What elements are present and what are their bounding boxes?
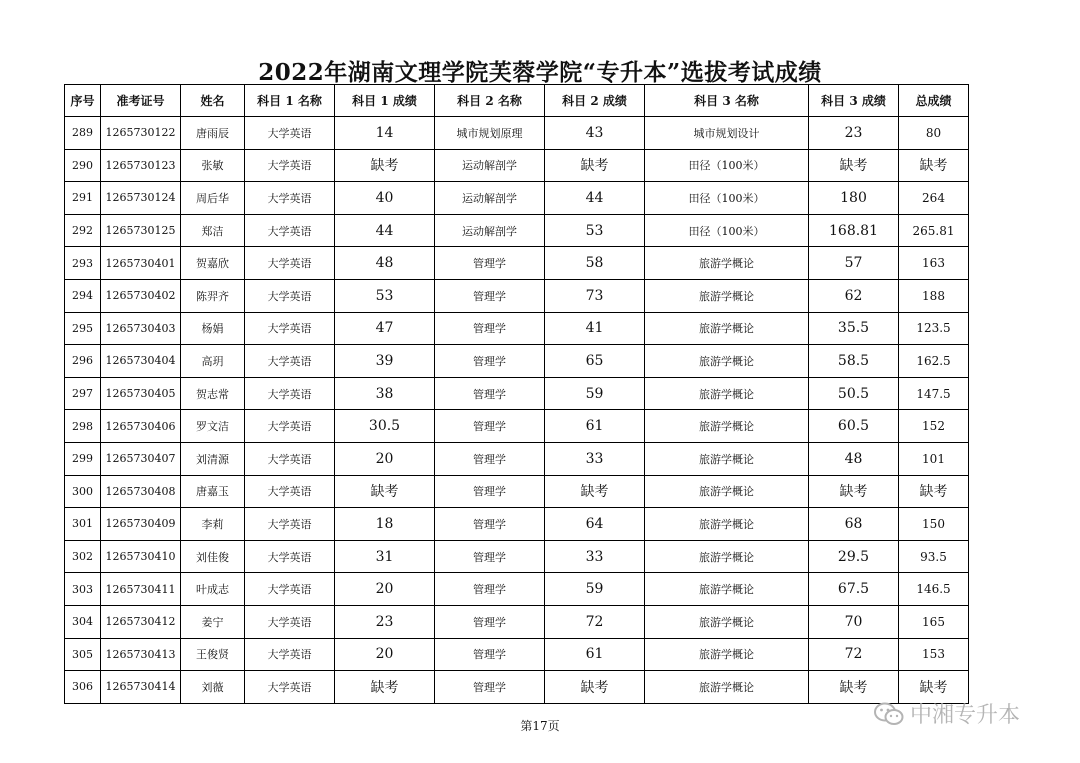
subject3-score-cell: 58.5 xyxy=(809,345,899,378)
subject1-score-cell: 23 xyxy=(335,605,435,638)
subject3-score-cell: 50.5 xyxy=(809,377,899,410)
name-cell: 刘薇 xyxy=(181,671,245,704)
subject2-score-cell: 33 xyxy=(545,442,645,475)
total-score-cell: 150 xyxy=(899,508,969,541)
subject2-name-cell: 管理学 xyxy=(435,573,545,606)
subject2-score-cell: 33 xyxy=(545,540,645,573)
subject2-name-cell: 管理学 xyxy=(435,345,545,378)
subject2-name-cell: 管理学 xyxy=(435,508,545,541)
subject2-score-cell: 缺考 xyxy=(545,671,645,704)
total-score-cell: 93.5 xyxy=(899,540,969,573)
header-row xyxy=(65,85,969,117)
subject1-name-cell: 大学英语 xyxy=(245,475,335,508)
serial-cell: 299 xyxy=(65,442,101,475)
col-header-exam-id: 准考证号 xyxy=(101,85,181,117)
subject2-score-cell: 59 xyxy=(545,573,645,606)
table-row xyxy=(65,508,969,541)
subject2-name-cell: 管理学 xyxy=(435,312,545,345)
subject3-name-cell: 城市规划设计 xyxy=(645,117,809,150)
name-cell: 陈羿齐 xyxy=(181,279,245,312)
name-cell: 刘清源 xyxy=(181,442,245,475)
name-cell: 贺嘉欣 xyxy=(181,247,245,280)
total-score-cell: 162.5 xyxy=(899,345,969,378)
table-row xyxy=(65,475,969,508)
subject3-score-cell: 168.81 xyxy=(809,214,899,247)
col-header-subject3-score: 科目 3 成绩 xyxy=(809,85,899,117)
table-row xyxy=(65,279,969,312)
table-row xyxy=(65,540,969,573)
subject1-name-cell: 大学英语 xyxy=(245,671,335,704)
exam-id-cell: 1265730406 xyxy=(101,410,181,443)
exam-id-cell: 1265730401 xyxy=(101,247,181,280)
subject1-name-cell: 大学英语 xyxy=(245,540,335,573)
subject1-name-cell: 大学英语 xyxy=(245,638,335,671)
total-score-cell: 146.5 xyxy=(899,573,969,606)
exam-id-cell: 1265730410 xyxy=(101,540,181,573)
col-header-subject2-score: 科目 2 成绩 xyxy=(545,85,645,117)
name-cell: 唐雨辰 xyxy=(181,117,245,150)
serial-cell: 303 xyxy=(65,573,101,606)
subject2-score-cell: 44 xyxy=(545,182,645,215)
exam-id-cell: 1265730413 xyxy=(101,638,181,671)
subject3-score-cell: 72 xyxy=(809,638,899,671)
subject1-name-cell: 大学英语 xyxy=(245,247,335,280)
subject3-name-cell: 旅游学概论 xyxy=(645,540,809,573)
total-score-cell: 153 xyxy=(899,638,969,671)
table-row xyxy=(65,410,969,443)
score-table xyxy=(64,84,969,704)
subject3-name-cell: 旅游学概论 xyxy=(645,475,809,508)
col-header-subject1-score: 科目 1 成绩 xyxy=(335,85,435,117)
exam-id-cell: 1265730125 xyxy=(101,214,181,247)
subject1-name-cell: 大学英语 xyxy=(245,182,335,215)
subject1-score-cell: 44 xyxy=(335,214,435,247)
subject3-name-cell: 旅游学概论 xyxy=(645,671,809,704)
serial-cell: 300 xyxy=(65,475,101,508)
subject2-name-cell: 管理学 xyxy=(435,442,545,475)
subject3-score-cell: 48 xyxy=(809,442,899,475)
serial-cell: 304 xyxy=(65,605,101,638)
subject1-score-cell: 缺考 xyxy=(335,475,435,508)
subject3-name-cell: 旅游学概论 xyxy=(645,573,809,606)
col-header-subject1-name: 科目 1 名称 xyxy=(245,85,335,117)
subject3-score-cell: 缺考 xyxy=(809,475,899,508)
subject3-name-cell: 田径（100米） xyxy=(645,214,809,247)
subject2-name-cell: 运动解剖学 xyxy=(435,149,545,182)
col-header-serial: 序号 xyxy=(65,85,101,117)
exam-id-cell: 1265730408 xyxy=(101,475,181,508)
subject1-name-cell: 大学英语 xyxy=(245,149,335,182)
total-score-cell: 缺考 xyxy=(899,149,969,182)
exam-id-cell: 1265730411 xyxy=(101,573,181,606)
subject2-name-cell: 管理学 xyxy=(435,540,545,573)
subject3-score-cell: 35.5 xyxy=(809,312,899,345)
subject3-name-cell: 旅游学概论 xyxy=(645,442,809,475)
name-cell: 张敏 xyxy=(181,149,245,182)
subject2-score-cell: 缺考 xyxy=(545,475,645,508)
subject2-score-cell: 58 xyxy=(545,247,645,280)
serial-cell: 302 xyxy=(65,540,101,573)
subject3-score-cell: 180 xyxy=(809,182,899,215)
total-score-cell: 101 xyxy=(899,442,969,475)
subject1-score-cell: 20 xyxy=(335,573,435,606)
exam-id-cell: 1265730123 xyxy=(101,149,181,182)
subject3-score-cell: 68 xyxy=(809,508,899,541)
subject2-score-cell: 缺考 xyxy=(545,149,645,182)
subject1-name-cell: 大学英语 xyxy=(245,312,335,345)
subject1-name-cell: 大学英语 xyxy=(245,377,335,410)
subject1-score-cell: 53 xyxy=(335,279,435,312)
page-number: 第17页 xyxy=(520,719,560,733)
subject1-name-cell: 大学英语 xyxy=(245,508,335,541)
name-cell: 叶成志 xyxy=(181,573,245,606)
name-cell: 王俊贤 xyxy=(181,638,245,671)
subject2-score-cell: 73 xyxy=(545,279,645,312)
serial-cell: 289 xyxy=(65,117,101,150)
total-score-cell: 165 xyxy=(899,605,969,638)
subject2-score-cell: 41 xyxy=(545,312,645,345)
name-cell: 高玥 xyxy=(181,345,245,378)
total-score-cell: 152 xyxy=(899,410,969,443)
table-row xyxy=(65,442,969,475)
table-row xyxy=(65,605,969,638)
subject2-score-cell: 53 xyxy=(545,214,645,247)
serial-cell: 298 xyxy=(65,410,101,443)
subject1-name-cell: 大学英语 xyxy=(245,573,335,606)
name-cell: 郑洁 xyxy=(181,214,245,247)
subject1-score-cell: 40 xyxy=(335,182,435,215)
table-row xyxy=(65,638,969,671)
subject2-name-cell: 管理学 xyxy=(435,279,545,312)
subject1-name-cell: 大学英语 xyxy=(245,214,335,247)
watermark xyxy=(874,698,1020,729)
subject1-name-cell: 大学英语 xyxy=(245,279,335,312)
serial-cell: 297 xyxy=(65,377,101,410)
total-score-cell: 265.81 xyxy=(899,214,969,247)
subject3-score-cell: 23 xyxy=(809,117,899,150)
exam-id-cell: 1265730124 xyxy=(101,182,181,215)
total-score-cell: 147.5 xyxy=(899,377,969,410)
table-row xyxy=(65,149,969,182)
serial-cell: 294 xyxy=(65,279,101,312)
subject1-score-cell: 20 xyxy=(335,442,435,475)
total-score-cell: 80 xyxy=(899,117,969,150)
subject3-name-cell: 旅游学概论 xyxy=(645,638,809,671)
name-cell: 姜宁 xyxy=(181,605,245,638)
subject1-name-cell: 大学英语 xyxy=(245,410,335,443)
table-row xyxy=(65,377,969,410)
exam-id-cell: 1265730409 xyxy=(101,508,181,541)
subject1-name-cell: 大学英语 xyxy=(245,442,335,475)
subject3-name-cell: 旅游学概论 xyxy=(645,377,809,410)
subject3-name-cell: 旅游学概论 xyxy=(645,508,809,541)
subject1-name-cell: 大学英语 xyxy=(245,345,335,378)
subject3-name-cell: 田径（100米） xyxy=(645,182,809,215)
serial-cell: 290 xyxy=(65,149,101,182)
table-row xyxy=(65,312,969,345)
subject1-score-cell: 48 xyxy=(335,247,435,280)
subject1-name-cell: 大学英语 xyxy=(245,117,335,150)
total-score-cell: 163 xyxy=(899,247,969,280)
name-cell: 刘佳俊 xyxy=(181,540,245,573)
subject3-name-cell: 旅游学概论 xyxy=(645,247,809,280)
subject3-score-cell: 67.5 xyxy=(809,573,899,606)
exam-id-cell: 1265730414 xyxy=(101,671,181,704)
name-cell: 李莉 xyxy=(181,508,245,541)
subject1-score-cell: 18 xyxy=(335,508,435,541)
serial-cell: 305 xyxy=(65,638,101,671)
serial-cell: 296 xyxy=(65,345,101,378)
total-score-cell: 264 xyxy=(899,182,969,215)
table-row xyxy=(65,247,969,280)
subject1-score-cell: 38 xyxy=(335,377,435,410)
subject1-name-cell: 大学英语 xyxy=(245,605,335,638)
subject3-score-cell: 70 xyxy=(809,605,899,638)
subject3-name-cell: 旅游学概论 xyxy=(645,345,809,378)
subject3-name-cell: 旅游学概论 xyxy=(645,312,809,345)
table-row xyxy=(65,345,969,378)
exam-id-cell: 1265730405 xyxy=(101,377,181,410)
subject2-name-cell: 管理学 xyxy=(435,475,545,508)
subject3-score-cell: 缺考 xyxy=(809,149,899,182)
subject1-score-cell: 39 xyxy=(335,345,435,378)
subject2-name-cell: 管理学 xyxy=(435,377,545,410)
subject3-score-cell: 缺考 xyxy=(809,671,899,704)
exam-id-cell: 1265730404 xyxy=(101,345,181,378)
exam-id-cell: 1265730122 xyxy=(101,117,181,150)
serial-cell: 295 xyxy=(65,312,101,345)
serial-cell: 291 xyxy=(65,182,101,215)
subject3-name-cell: 田径（100米） xyxy=(645,149,809,182)
subject1-score-cell: 缺考 xyxy=(335,671,435,704)
subject1-score-cell: 缺考 xyxy=(335,149,435,182)
table-row xyxy=(65,573,969,606)
page-title: 2022年湖南文理学院芙蓉学院“专升本”选拔考试成绩 xyxy=(258,59,822,86)
subject1-score-cell: 30.5 xyxy=(335,410,435,443)
subject3-score-cell: 60.5 xyxy=(809,410,899,443)
exam-id-cell: 1265730403 xyxy=(101,312,181,345)
subject3-score-cell: 57 xyxy=(809,247,899,280)
name-cell: 贺志常 xyxy=(181,377,245,410)
subject3-score-cell: 62 xyxy=(809,279,899,312)
wechat-icon xyxy=(874,702,904,726)
name-cell: 周后华 xyxy=(181,182,245,215)
subject1-score-cell: 14 xyxy=(335,117,435,150)
subject2-score-cell: 65 xyxy=(545,345,645,378)
subject2-name-cell: 管理学 xyxy=(435,605,545,638)
exam-id-cell: 1265730402 xyxy=(101,279,181,312)
col-header-name: 姓名 xyxy=(181,85,245,117)
subject1-score-cell: 20 xyxy=(335,638,435,671)
subject1-score-cell: 31 xyxy=(335,540,435,573)
subject2-name-cell: 管理学 xyxy=(435,410,545,443)
subject2-name-cell: 管理学 xyxy=(435,247,545,280)
subject3-score-cell: 29.5 xyxy=(809,540,899,573)
exam-id-cell: 1265730407 xyxy=(101,442,181,475)
subject2-score-cell: 61 xyxy=(545,638,645,671)
subject2-name-cell: 管理学 xyxy=(435,638,545,671)
subject2-score-cell: 64 xyxy=(545,508,645,541)
col-header-total-score: 总成绩 xyxy=(899,85,969,117)
table-row xyxy=(65,214,969,247)
col-header-subject2-name: 科目 2 名称 xyxy=(435,85,545,117)
total-score-cell: 123.5 xyxy=(899,312,969,345)
subject3-name-cell: 旅游学概论 xyxy=(645,410,809,443)
name-cell: 唐嘉玉 xyxy=(181,475,245,508)
table-row xyxy=(65,182,969,215)
total-score-cell: 缺考 xyxy=(899,671,969,704)
serial-cell: 293 xyxy=(65,247,101,280)
subject2-score-cell: 61 xyxy=(545,410,645,443)
name-cell: 杨娟 xyxy=(181,312,245,345)
subject2-score-cell: 72 xyxy=(545,605,645,638)
table-row xyxy=(65,671,969,704)
serial-cell: 301 xyxy=(65,508,101,541)
subject2-name-cell: 管理学 xyxy=(435,671,545,704)
subject2-name-cell: 运动解剖学 xyxy=(435,214,545,247)
exam-id-cell: 1265730412 xyxy=(101,605,181,638)
name-cell: 罗文洁 xyxy=(181,410,245,443)
watermark-text: 中湘专升本 xyxy=(910,703,1021,728)
subject1-score-cell: 47 xyxy=(335,312,435,345)
subject2-name-cell: 运动解剖学 xyxy=(435,182,545,215)
total-score-cell: 缺考 xyxy=(899,475,969,508)
subject2-name-cell: 城市规划原理 xyxy=(435,117,545,150)
subject3-name-cell: 旅游学概论 xyxy=(645,605,809,638)
col-header-subject3-name: 科目 3 名称 xyxy=(645,85,809,117)
subject2-score-cell: 59 xyxy=(545,377,645,410)
total-score-cell: 188 xyxy=(899,279,969,312)
subject3-name-cell: 旅游学概论 xyxy=(645,279,809,312)
serial-cell: 292 xyxy=(65,214,101,247)
serial-cell: 306 xyxy=(65,671,101,704)
table-row xyxy=(65,117,969,150)
subject2-score-cell: 43 xyxy=(545,117,645,150)
